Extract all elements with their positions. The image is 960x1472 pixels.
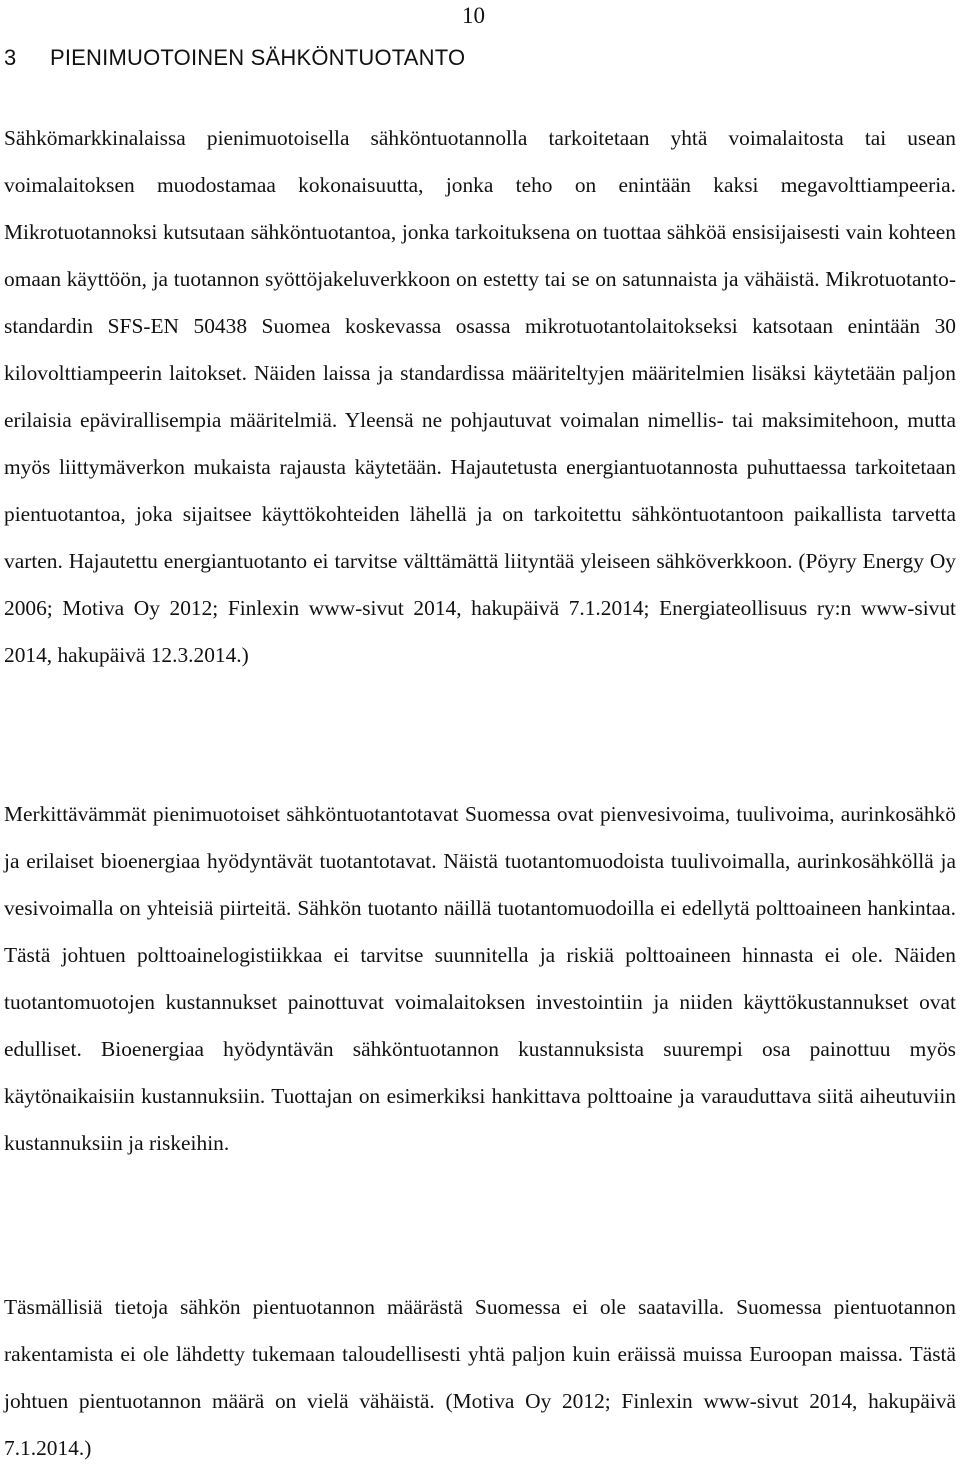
page-number: 10 <box>462 3 485 28</box>
paragraph-production-methods: Merkittävämmät pienimuotoiset sähköntuotantotavat Suomessa ovat pienvesivoima, tuulivoima, aurinkosähkö ja erilaiset bioenergiaa hyödyntävät tuotantotavat. Näistä tuotantomuodoista tuulivoimalla, aurinkosähköllä ja vesivoimalla on yhteisiä piirteitä. Sähkön tuotanto näillä tuotantomuodoilla ei edellytä polttoaineen hankintaa. Tästä johtuen polttoainelogistiikkaa ei tarvitse suunnitella ja riskiä polttoaineen hinnasta ei ole. Näiden tuotantomuotojen kustannukset painottuvat voimalaitoksen investointiin ja niiden käyttökustannukset ovat edulliset. Bioenergiaa hyödyntävän sähköntuotannon kustannuksista suurempi osa painottuu myös käytönaikaisiin kustannuksiin. Tuottajan on esimerkiksi hankittava polttoaine ja varauduttava siitä aiheutuviin kustannuksiin ja riskeihin. <box>4 802 956 1155</box>
section-number: 3 <box>4 45 17 70</box>
section-heading <box>4 43 465 73</box>
paragraph-definitions: Sähkömarkkinalaissa pienimuotoisella sähköntuotannolla tarkoitetaan yhtä voimalaitosta tai usean voimalaitoksen muodostamaa kokonaisuutta, jonka teho on enintään kaksi megavolttiampeeria. Mikrotuotannoksi kutsutaan sähköntuotantoa, jonka tarkoituksena on tuottaa sähköä ensisijaisesti vain kohteen omaan käyttöön, ja tuotannon syöttöjakeluverkkoon on estetty tai se on satunnaista ja vähäistä. Mikrotuotanto-standardin SFS-EN 50438 Suomea koskevassa osassa mikrotuotantolaitokseksi katsotaan enintään 30 kilovolttiampeerin laitokset. Näiden laissa ja standardissa määriteltyjen määritelmien lisäksi käytetään paljon erilaisia epävirallisempia määritelmiä. Yleensä ne pohjautuvat voimalan nimellis- tai maksimitehoon, mutta myös liittymäverkon mukaista rajausta käytetään. Hajautetusta energiantuotannosta puhuttaessa tarkoitetaan pientuotantoa, joka sijaitsee käyttökohteiden lähellä ja on tarkoitettu sähköntuotantoon paikallista tarvetta varten. Hajautettu energiantuotanto ei tarvitse välttämättä liityntää yleiseen sähköverkkoon. (Pöyry Energy Oy 2006; Motiva Oy 2012; Finlexin www-sivut 2014, hakupäivä 7.1.2014; Energiateollisuus ry:n www-sivut 2014, hakupäivä 12.3.2014.) <box>4 126 956 667</box>
section-title: PIENIMUOTOINEN SÄHKÖNTUOTANTO <box>50 45 466 70</box>
paragraph-production-volume: Täsmällisiä tietoja sähkön pientuotannon määrästä Suomessa ei ole saatavilla. Suomessa pientuotannon rakentamista ei ole lähdetty tukemaan taloudellisesti yhtä paljon kuin eräissä muissa Euroopan maissa. Tästä johtuen pientuotannon määrä on vielä vähäistä. (Motiva Oy 2012; Finlexin www-sivut 2014, hakupäivä 7.1.2014.) <box>4 1295 956 1460</box>
